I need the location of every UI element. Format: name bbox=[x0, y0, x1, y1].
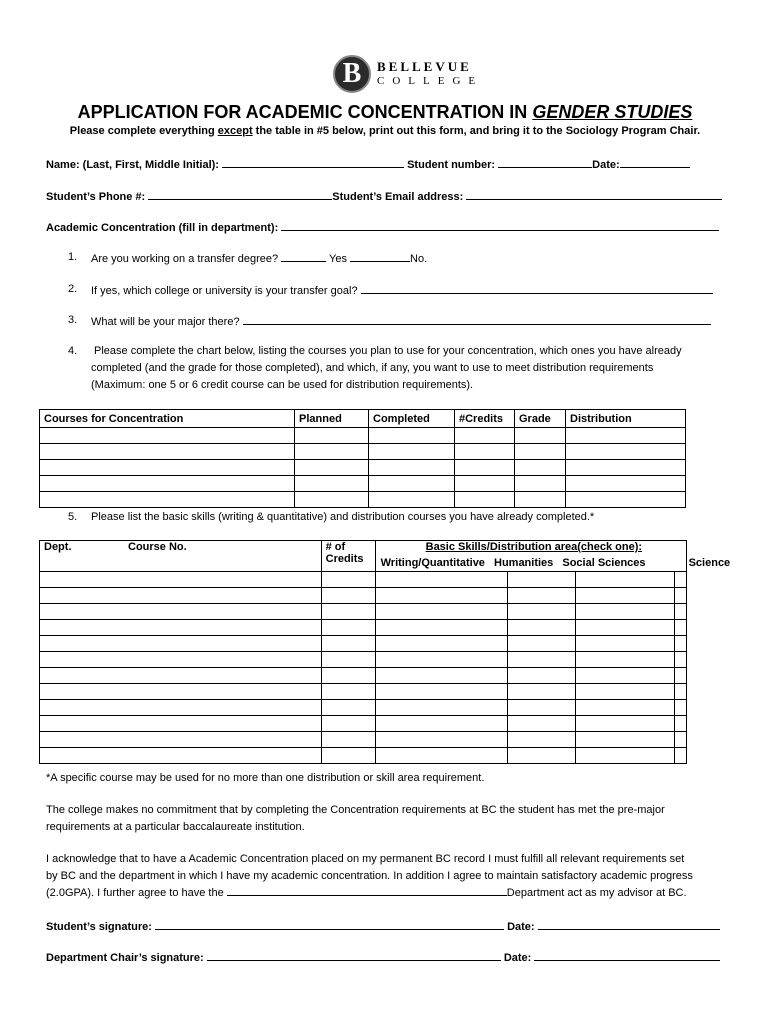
table-row bbox=[40, 668, 687, 684]
table-row bbox=[40, 636, 687, 652]
phone-label: Student’s Phone #: bbox=[46, 191, 146, 203]
logo-line-2: COLLEGE bbox=[377, 75, 484, 87]
table-row bbox=[40, 476, 686, 492]
table-row bbox=[40, 572, 687, 588]
question-1-number: 1. bbox=[68, 251, 78, 263]
table-row bbox=[40, 732, 687, 748]
name-field[interactable] bbox=[222, 157, 404, 168]
question-3-number: 3. bbox=[68, 314, 78, 326]
acknowledge-paragraph: I acknowledge that to have a Academic Concentration placed on my permanent BC record I must fulfill all relevant requirements set by BC and the department in which I have my academic concentration. In addition I agree to maintain satisfactory academic progress (2.0GPA). I further agree to have the Department act as my advisor at BC. bbox=[46, 853, 693, 899]
college-seal-icon: B bbox=[333, 55, 371, 93]
col-grade: Grade bbox=[515, 410, 566, 428]
concentration-field[interactable] bbox=[281, 220, 719, 231]
col-social-sciences: Social Sciences bbox=[562, 557, 646, 569]
advisor-department-field[interactable] bbox=[227, 885, 507, 896]
question-5: Please list the basic skills (writing & quantitative) and distribution courses you have already completed.* bbox=[91, 511, 595, 523]
chair-signature-row bbox=[46, 950, 720, 964]
chair-signature-label: Department Chair’s signature: bbox=[46, 952, 204, 964]
col-credits: #Credits bbox=[455, 410, 515, 428]
title-subject: GENDER STUDIES bbox=[532, 102, 693, 122]
completed-courses-table bbox=[39, 540, 731, 764]
col-completed: Completed bbox=[369, 410, 455, 428]
question-2-number: 2. bbox=[68, 283, 78, 295]
table-row bbox=[40, 460, 686, 476]
student-signature-date-label: Date: bbox=[507, 921, 535, 933]
col-dept: Dept. bbox=[44, 541, 72, 553]
table-row bbox=[40, 492, 686, 508]
col-dept-course bbox=[40, 541, 322, 572]
table-row bbox=[40, 748, 687, 764]
phone-row bbox=[46, 189, 722, 203]
table-row bbox=[40, 700, 687, 716]
footnote: *A specific course may be used for no more than one distribution or skill area requirement. bbox=[46, 772, 485, 784]
chair-signature-date-label: Date: bbox=[503, 952, 532, 964]
student-signature-date-field[interactable] bbox=[538, 919, 720, 930]
question-1: Are you working on a transfer degree? Yes No. bbox=[91, 253, 428, 265]
table-row bbox=[40, 652, 687, 668]
chair-signature-date-field[interactable] bbox=[534, 950, 720, 961]
chair-signature-field[interactable] bbox=[207, 950, 501, 961]
col-science: Science bbox=[688, 557, 731, 569]
col-writing: Writing/Quantitative bbox=[380, 557, 485, 569]
page-title: APPLICATION FOR ACADEMIC CONCENTRATION IN GENDER STUDIES bbox=[77, 102, 693, 122]
table-row bbox=[40, 428, 686, 444]
question-4: Please complete the chart below, listing the courses you plan to use for your concentration, which ones you have already completed (and the grade for those completed), and which, if any, you want to use to meet distribution requirements (Maximum: one 5 or 6 credit course can be used for distribution requirements). bbox=[91, 345, 682, 391]
student-number-label: Student number: bbox=[407, 159, 496, 171]
table-row bbox=[40, 620, 687, 636]
col-courses: Courses for Concentration bbox=[40, 410, 295, 428]
col-basic-skills bbox=[375, 541, 731, 572]
transfer-no-field[interactable] bbox=[350, 251, 410, 262]
table-row bbox=[40, 716, 687, 732]
phone-field[interactable] bbox=[148, 189, 332, 200]
question-3: What will be your major there? bbox=[91, 314, 711, 328]
table-row bbox=[40, 588, 687, 604]
col-course-no: Course No. bbox=[128, 541, 187, 553]
student-number-field[interactable] bbox=[498, 157, 592, 168]
question-2: If yes, which college or university is your transfer goal? bbox=[91, 283, 713, 297]
email-field[interactable] bbox=[466, 189, 722, 200]
table-row bbox=[40, 444, 686, 460]
question-5-number: 5. bbox=[68, 511, 78, 523]
col-distribution: Distribution bbox=[566, 410, 686, 428]
logo-line-1: BELLEVUE bbox=[377, 59, 472, 74]
name-label: Name: (Last, First, Middle Initial): bbox=[46, 159, 219, 171]
concentration-row bbox=[46, 220, 719, 234]
instructions: Please complete everything except the table in #5 below, print out this form, and bring it to the Sociology Program Chair. bbox=[69, 125, 701, 137]
question-4-number: 4. bbox=[68, 345, 78, 357]
major-field[interactable] bbox=[243, 314, 711, 325]
date-label: Date: bbox=[592, 159, 620, 171]
transfer-goal-field[interactable] bbox=[361, 283, 713, 294]
col-humanities: Humanities bbox=[494, 557, 554, 569]
col-num-credits: # of Credits bbox=[321, 541, 375, 572]
name-row bbox=[46, 157, 690, 171]
concentration-label: Academic Concentration (fill in department): bbox=[46, 222, 279, 234]
table-row bbox=[40, 684, 687, 700]
col-planned: Planned bbox=[295, 410, 369, 428]
concentration-courses-table bbox=[39, 409, 686, 508]
bellevue-college-logo bbox=[333, 55, 483, 93]
email-label: Student’s Email address: bbox=[332, 191, 464, 203]
transfer-yes-field[interactable] bbox=[281, 251, 326, 262]
commitment-paragraph: The college makes no commitment that by completing the Concentration requirements at BC the student has met the pre-major requirements at a particular baccalaureate institution. bbox=[46, 804, 665, 833]
basic-skills-title: Basic Skills/Distribution area(check one): bbox=[425, 541, 643, 553]
student-signature-field[interactable] bbox=[155, 919, 504, 930]
table-row bbox=[40, 604, 687, 620]
date-field[interactable] bbox=[620, 157, 690, 168]
student-signature-row bbox=[46, 919, 720, 933]
student-signature-label: Student’s signature: bbox=[46, 921, 152, 933]
